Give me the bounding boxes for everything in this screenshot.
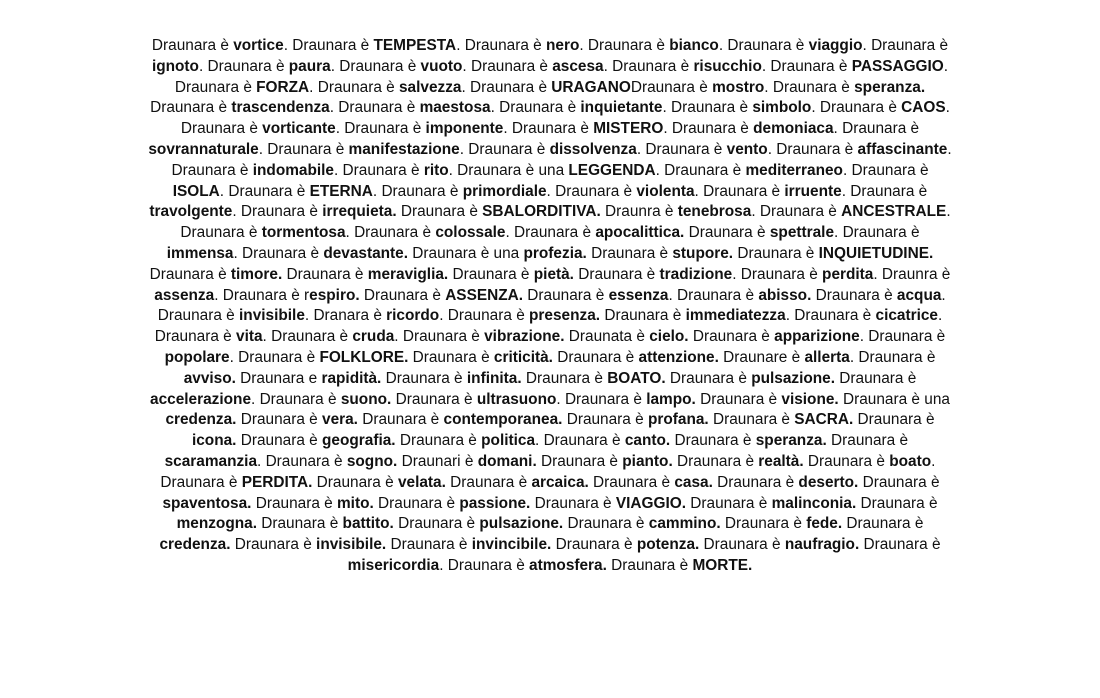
text-line bbox=[24, 556, 1076, 577]
text-fragment: . Draunara è bbox=[535, 432, 625, 450]
bold-word: mediterraneo bbox=[745, 161, 843, 179]
bold-word: pulsazione. bbox=[479, 515, 564, 533]
bold-word: primordiale bbox=[462, 182, 547, 200]
text-fragment: . bbox=[937, 307, 943, 325]
text-line bbox=[24, 390, 1076, 411]
text-fragment: Draunara è bbox=[160, 473, 242, 491]
text-fragment: . Draunara è bbox=[655, 161, 746, 179]
text-fragment: . Draunara è bbox=[251, 390, 341, 408]
text-fragment: . Draunara è bbox=[219, 182, 310, 200]
bold-word: demoniaca bbox=[753, 120, 834, 138]
text-fragment: Draunata è bbox=[564, 328, 650, 346]
bold-word: tenebrosa bbox=[677, 203, 752, 221]
text-fragment: . Draunara è bbox=[372, 182, 463, 200]
text-fragment: Draunara è una bbox=[838, 390, 950, 408]
text-fragment: . Draunara è r bbox=[214, 286, 310, 304]
bold-word: simbolo bbox=[752, 99, 812, 117]
text-fragment: Draunari è bbox=[397, 452, 478, 470]
bold-word: ultrasuono bbox=[476, 390, 557, 408]
text-fragment: . bbox=[945, 99, 950, 117]
text-fragment: . bbox=[941, 286, 946, 304]
bold-word: immediatezza bbox=[685, 307, 786, 325]
bold-word: timore. bbox=[230, 265, 283, 283]
text-line bbox=[24, 265, 1076, 286]
bold-word: violenta bbox=[636, 182, 695, 200]
text-fragment: Draunara è bbox=[523, 286, 609, 304]
text-fragment: Draunara è bbox=[686, 494, 772, 512]
text-fragment: Draunara è bbox=[552, 348, 639, 366]
text-fragment: . Draunara è bbox=[229, 348, 320, 366]
text-line bbox=[24, 286, 1076, 307]
bold-word: suono. bbox=[340, 390, 392, 408]
text-fragment: Draunara è bbox=[359, 286, 446, 304]
text-fragment: Draunara è bbox=[386, 536, 472, 554]
text-fragment: Draunra è bbox=[600, 203, 678, 221]
bold-word: pietà. bbox=[533, 265, 574, 283]
text-fragment: Draunara è bbox=[154, 328, 237, 346]
bold-word: presenza. bbox=[529, 307, 601, 325]
text-fragment: Draunara è bbox=[448, 265, 534, 283]
bold-word: battito. bbox=[342, 515, 394, 533]
bold-word: apparizione bbox=[774, 328, 860, 346]
text-fragment: Draunara è bbox=[536, 452, 623, 470]
text-fragment: Draunara è bbox=[282, 265, 368, 283]
text-fragment: Draunara è bbox=[684, 224, 770, 242]
text-fragment: . Draunara è bbox=[334, 161, 424, 179]
text-fragment: . bbox=[947, 140, 952, 158]
bold-word: maestosa bbox=[419, 99, 491, 117]
bold-word: dissolvenza bbox=[549, 140, 637, 158]
text-fragment: Draunara è bbox=[670, 432, 756, 450]
bold-word: vorticante bbox=[262, 120, 336, 138]
text-fragment: . Draunara è bbox=[456, 37, 547, 54]
text-fragment: Draunara è bbox=[573, 265, 660, 283]
text-fragment: . Draunara è bbox=[459, 140, 550, 158]
text-fragment: Draunara è bbox=[853, 411, 935, 429]
bold-word: speranza. bbox=[755, 432, 827, 450]
text-fragment: . Draunara è bbox=[258, 140, 349, 158]
text-fragment: . Draunara è bbox=[834, 224, 920, 242]
bold-word: popolare bbox=[164, 348, 230, 366]
text-line bbox=[24, 98, 1076, 119]
bold-word: vortice bbox=[233, 37, 284, 54]
bold-word: misericordia bbox=[347, 556, 440, 574]
text-line bbox=[24, 494, 1076, 515]
text-fragment: Draunara è bbox=[150, 99, 232, 117]
text-fragment: . Draunara è bbox=[636, 140, 727, 158]
text-fragment: . Dranara è bbox=[304, 307, 387, 325]
text-fragment: Draunara è bbox=[600, 307, 686, 325]
text-line bbox=[24, 36, 1076, 57]
text-fragment: . Draunara è bbox=[309, 78, 399, 96]
text-fragment: Draunara è bbox=[630, 78, 713, 96]
bold-word: essenza bbox=[608, 286, 669, 304]
bold-word: rito bbox=[423, 161, 449, 179]
bold-word: salvezza bbox=[399, 78, 462, 96]
bold-word: scaramanzia bbox=[164, 452, 258, 470]
bold-word: MORTE. bbox=[692, 556, 753, 574]
bold-word: immensa bbox=[166, 244, 234, 262]
text-fragment: . Draunara è bbox=[546, 182, 637, 200]
bold-word: ETERNA bbox=[309, 182, 373, 200]
text-fragment: . Draunara è bbox=[732, 265, 823, 283]
text-fragment: . Draunara è bbox=[330, 57, 421, 75]
bold-word: vento bbox=[726, 140, 768, 158]
text-fragment: Draunara è bbox=[563, 515, 649, 533]
text-line bbox=[24, 452, 1076, 473]
text-fragment: Draunara è bbox=[236, 432, 323, 450]
text-fragment: Draunara è bbox=[856, 494, 938, 512]
bold-word: cruda bbox=[352, 328, 395, 346]
bold-word: profezia. bbox=[523, 244, 587, 262]
text-fragment: . Draunara è bbox=[461, 78, 552, 96]
text-fragment: . Draunara è bbox=[859, 328, 946, 346]
bold-word: MISTERO bbox=[593, 120, 664, 138]
bold-word: affascinante bbox=[857, 140, 948, 158]
text-fragment: . bbox=[946, 203, 951, 221]
bold-word: travolgente bbox=[149, 203, 233, 221]
text-fragment: . Draunara è bbox=[761, 57, 852, 75]
text-fragment: . bbox=[943, 57, 949, 75]
text-fragment: Draunara è bbox=[393, 515, 480, 533]
text-fragment: Draunara è bbox=[180, 120, 263, 138]
text-fragment: . Draunara è bbox=[668, 286, 759, 304]
bold-word: menzogna. bbox=[176, 515, 257, 533]
text-fragment: . Draunara è bbox=[329, 99, 420, 117]
bold-word: speranza. bbox=[854, 78, 926, 96]
text-fragment: . Draunara è una bbox=[448, 161, 569, 179]
bold-word: profana. bbox=[647, 411, 709, 429]
bold-word: ANCESTRALE bbox=[841, 203, 947, 221]
text-fragment: Draunara è bbox=[157, 307, 240, 325]
bold-word: apocalittica. bbox=[595, 224, 685, 242]
text-fragment: Draunara è bbox=[826, 432, 909, 450]
text-fragment: . Draunara è bbox=[811, 99, 902, 117]
bold-word: FOLKLORE. bbox=[319, 348, 409, 366]
text-fragment: Draunara è bbox=[672, 452, 759, 470]
bold-word: mito. bbox=[337, 494, 374, 512]
bold-word: irruente bbox=[784, 182, 842, 200]
bold-word: contemporanea. bbox=[443, 411, 563, 429]
text-fragment: Draunara è bbox=[149, 265, 231, 283]
text-fragment: Draunara è bbox=[530, 494, 616, 512]
text-fragment: Draunara è una bbox=[408, 244, 524, 262]
bold-word: SBALORDITIVA. bbox=[482, 203, 601, 221]
text-fragment: . Draunara è bbox=[767, 140, 858, 158]
text-fragment: Draunara è bbox=[396, 203, 483, 221]
bold-word: atmosfera. bbox=[529, 556, 607, 574]
text-line bbox=[24, 306, 1076, 327]
bold-word: credenza. bbox=[159, 536, 231, 554]
bold-word: TEMPESTA bbox=[373, 37, 457, 54]
bold-word: spaventosa. bbox=[162, 494, 252, 512]
text-line bbox=[24, 348, 1076, 369]
bold-word: arcaica. bbox=[531, 473, 589, 491]
text-fragment: . bbox=[931, 452, 936, 470]
bold-word: manifestazione bbox=[348, 140, 460, 158]
bold-word: casa. bbox=[674, 473, 713, 491]
bold-word: vita bbox=[236, 328, 263, 346]
text-line bbox=[24, 327, 1076, 348]
bold-word: invincibile. bbox=[471, 536, 552, 554]
text-fragment: . Draunara è bbox=[694, 182, 785, 200]
bold-word: SACRA. bbox=[794, 411, 854, 429]
text-fragment: Draunara è bbox=[357, 411, 444, 429]
bold-word: velata. bbox=[397, 473, 446, 491]
text-fragment: Draunara è bbox=[391, 390, 477, 408]
text-fragment: Draunara è bbox=[312, 473, 398, 491]
bold-word: abisso. bbox=[758, 286, 812, 304]
text-line bbox=[24, 223, 1076, 244]
text-fragment: Draunara è bbox=[395, 432, 482, 450]
text-fragment: . Draunara è bbox=[490, 99, 581, 117]
text-fragment: . Draunara è bbox=[262, 328, 353, 346]
bold-word: vibrazione. bbox=[484, 328, 565, 346]
bold-word: geografia. bbox=[322, 432, 396, 450]
bold-word: credenza. bbox=[165, 411, 237, 429]
bold-word: BOATO. bbox=[607, 369, 666, 387]
text-fragment: . Draunara è bbox=[439, 307, 530, 325]
text-fragment: Draunara è bbox=[236, 411, 323, 429]
bold-word: acqua bbox=[896, 286, 942, 304]
bold-word: vera. bbox=[322, 411, 358, 429]
text-line bbox=[24, 182, 1076, 203]
text-fragment: Draunara è bbox=[251, 494, 337, 512]
text-fragment: Draunara è bbox=[551, 536, 637, 554]
bold-word: irrequieta. bbox=[322, 203, 397, 221]
bold-word: attenzione. bbox=[638, 348, 719, 366]
bold-word: invisibile bbox=[239, 307, 305, 325]
text-line bbox=[24, 202, 1076, 223]
bold-word: criticità. bbox=[493, 348, 553, 366]
text-fragment: Draunara è bbox=[858, 473, 940, 491]
bold-word: assenza bbox=[154, 286, 215, 304]
text-fragment: Draunara è bbox=[708, 411, 795, 429]
text-fragment: Draunara è bbox=[586, 244, 673, 262]
text-fragment: Draunara è bbox=[733, 244, 819, 262]
text-fragment: . Draunara è bbox=[345, 224, 436, 242]
text-fragment: Draunara è bbox=[408, 348, 494, 366]
bold-word: pianto. bbox=[622, 452, 673, 470]
text-line bbox=[24, 535, 1076, 556]
text-line bbox=[24, 244, 1076, 265]
bold-word: colossale bbox=[435, 224, 506, 242]
bold-word: ISOLA bbox=[172, 182, 220, 200]
bold-word: deserto. bbox=[798, 473, 859, 491]
bold-word: LEGGENDA bbox=[568, 161, 656, 179]
text-fragment: Draunara è bbox=[445, 473, 532, 491]
bold-word: visione. bbox=[781, 390, 839, 408]
bold-word: imponente bbox=[425, 120, 504, 138]
bold-word: viaggio bbox=[808, 37, 863, 54]
bold-word: meraviglia. bbox=[367, 265, 449, 283]
bold-word: cicatrice bbox=[875, 307, 938, 325]
text-fragment: Draunara è bbox=[699, 536, 785, 554]
bold-word: ricordo bbox=[386, 307, 440, 325]
text-fragment: . Draunara è bbox=[662, 99, 753, 117]
bold-word: avviso. bbox=[183, 369, 236, 387]
text-fragment: Draunara è bbox=[835, 369, 917, 387]
bold-word: espiro. bbox=[309, 286, 360, 304]
bold-word: potenza. bbox=[636, 536, 700, 554]
text-fragment: Draunara è bbox=[859, 536, 941, 554]
text-fragment: . Draunara è bbox=[283, 37, 374, 54]
bold-word: malinconia. bbox=[771, 494, 857, 512]
bold-word: PERDITA. bbox=[241, 473, 313, 491]
bold-word: rapidità. bbox=[321, 369, 382, 387]
bold-word: realtà. bbox=[758, 452, 804, 470]
text-fragment: Draunara è bbox=[695, 390, 782, 408]
bold-word: bianco bbox=[669, 37, 719, 54]
bold-word: perdita bbox=[822, 265, 874, 283]
text-fragment: . Draunara è bbox=[764, 78, 855, 96]
bold-word: mostro bbox=[712, 78, 765, 96]
bold-word: cammino. bbox=[648, 515, 721, 533]
bold-word: VIAGGIO. bbox=[615, 494, 687, 512]
text-fragment: Draunara è bbox=[171, 161, 253, 179]
text-line bbox=[24, 369, 1076, 390]
text-fragment: . Draunara è bbox=[751, 203, 842, 221]
text-fragment: . Draunara è bbox=[785, 307, 876, 325]
text-fragment: Draunara è bbox=[688, 328, 775, 346]
bold-word: infinita. bbox=[466, 369, 522, 387]
text-fragment: . Draunara è bbox=[849, 348, 936, 366]
text-fragment: . Draunra è bbox=[873, 265, 951, 283]
text-fragment: . Draunara è bbox=[862, 37, 949, 54]
bold-word: canto. bbox=[624, 432, 671, 450]
text-line bbox=[24, 78, 1076, 99]
text-fragment: . Draunara è bbox=[505, 224, 596, 242]
text-fragment: Draunara è bbox=[588, 473, 675, 491]
text-fragment: . Draunara è bbox=[232, 203, 323, 221]
bold-word: FORZA bbox=[256, 78, 310, 96]
text-line bbox=[24, 57, 1076, 78]
bold-word: tormentosa bbox=[261, 224, 346, 242]
bold-word: passione. bbox=[459, 494, 531, 512]
text-fragment: Draunara è bbox=[842, 515, 924, 533]
text-line bbox=[24, 161, 1076, 182]
bold-word: trascendenza bbox=[231, 99, 330, 117]
text-fragment: Draunara è bbox=[373, 494, 460, 512]
text-fragment: Draunara è bbox=[606, 556, 693, 574]
bold-word: stupore. bbox=[672, 244, 734, 262]
bold-word: INQUIETUDINE. bbox=[818, 244, 934, 262]
text-fragment: . Draunara è bbox=[503, 120, 594, 138]
text-fragment: . Draunara è bbox=[718, 37, 809, 54]
text-fragment: Draunara è bbox=[803, 452, 890, 470]
text-fragment: Draunara è bbox=[720, 515, 807, 533]
bold-word: domani. bbox=[477, 452, 537, 470]
text-fragment: Draunara è bbox=[151, 37, 234, 54]
bold-word: pulsazione. bbox=[751, 369, 835, 387]
bold-word: invisibile. bbox=[316, 536, 387, 554]
bold-word: indomabile bbox=[252, 161, 334, 179]
bold-word: PASSAGGIO bbox=[851, 57, 944, 75]
text-fragment: . Draunara è bbox=[603, 57, 694, 75]
text-line bbox=[24, 514, 1076, 535]
bold-word: tradizione bbox=[659, 265, 733, 283]
bold-word: inquietante bbox=[580, 99, 663, 117]
text-fragment: . Draunara è bbox=[335, 120, 426, 138]
bold-word: politica bbox=[481, 432, 536, 450]
bold-word: ignoto bbox=[151, 57, 199, 75]
text-fragment: . Draunara è bbox=[257, 452, 347, 470]
text-fragment: Draunara è bbox=[562, 411, 648, 429]
bold-word: risucchio bbox=[693, 57, 762, 75]
text-line bbox=[24, 119, 1076, 140]
bold-word: sogno. bbox=[346, 452, 398, 470]
bold-word: ASSENZA. bbox=[445, 286, 524, 304]
text-fragment: . Draunara è bbox=[833, 120, 920, 138]
bold-word: cielo. bbox=[649, 328, 689, 346]
text-fragment: Draunara è bbox=[811, 286, 897, 304]
poem-text-block bbox=[24, 36, 1076, 577]
bold-word: devastante. bbox=[323, 244, 408, 262]
text-fragment: . Draunara è bbox=[233, 244, 324, 262]
bold-word: vuoto bbox=[420, 57, 463, 75]
text-fragment: Draunara è bbox=[381, 369, 467, 387]
bold-word: spettrale bbox=[769, 224, 835, 242]
text-fragment: . Draunara è bbox=[462, 57, 553, 75]
bold-word: fede. bbox=[806, 515, 843, 533]
bold-word: naufragio. bbox=[784, 536, 860, 554]
bold-word: sovrannaturale bbox=[148, 140, 259, 158]
text-fragment: Draunara è bbox=[230, 536, 317, 554]
text-fragment: Draunara è bbox=[180, 224, 262, 242]
text-fragment: Draunara è bbox=[256, 515, 343, 533]
bold-word: nero bbox=[546, 37, 580, 54]
text-fragment: . Draunara è bbox=[842, 161, 929, 179]
text-line bbox=[24, 410, 1076, 431]
text-fragment: . Draunara è bbox=[579, 37, 670, 54]
text-line bbox=[24, 431, 1076, 452]
text-line bbox=[24, 140, 1076, 161]
text-fragment: . Draunara è bbox=[198, 57, 289, 75]
text-fragment: Draunara è bbox=[665, 369, 752, 387]
text-fragment: Draunara e bbox=[235, 369, 322, 387]
bold-word: ascesa bbox=[552, 57, 604, 75]
bold-word: paura bbox=[288, 57, 331, 75]
text-fragment: . Draunara è bbox=[841, 182, 928, 200]
text-fragment: Draunara è bbox=[521, 369, 608, 387]
text-fragment: Draunara è bbox=[174, 78, 257, 96]
bold-word: icona. bbox=[191, 432, 237, 450]
bold-word: URAGANO bbox=[551, 78, 631, 96]
bold-word: allerta bbox=[804, 348, 850, 366]
bold-word: CAOS bbox=[901, 99, 946, 117]
text-fragment: . Draunara è bbox=[663, 120, 754, 138]
text-fragment: Draunara è bbox=[712, 473, 799, 491]
bold-word: lampo. bbox=[646, 390, 696, 408]
bold-word: accelerazione bbox=[150, 390, 252, 408]
text-fragment: Draunare è bbox=[718, 348, 805, 366]
text-line bbox=[24, 473, 1076, 494]
bold-word: boato bbox=[889, 452, 932, 470]
text-fragment: . Draunara è bbox=[556, 390, 647, 408]
text-fragment: . Draunara è bbox=[439, 556, 530, 574]
text-fragment: . Draunara è bbox=[394, 328, 485, 346]
